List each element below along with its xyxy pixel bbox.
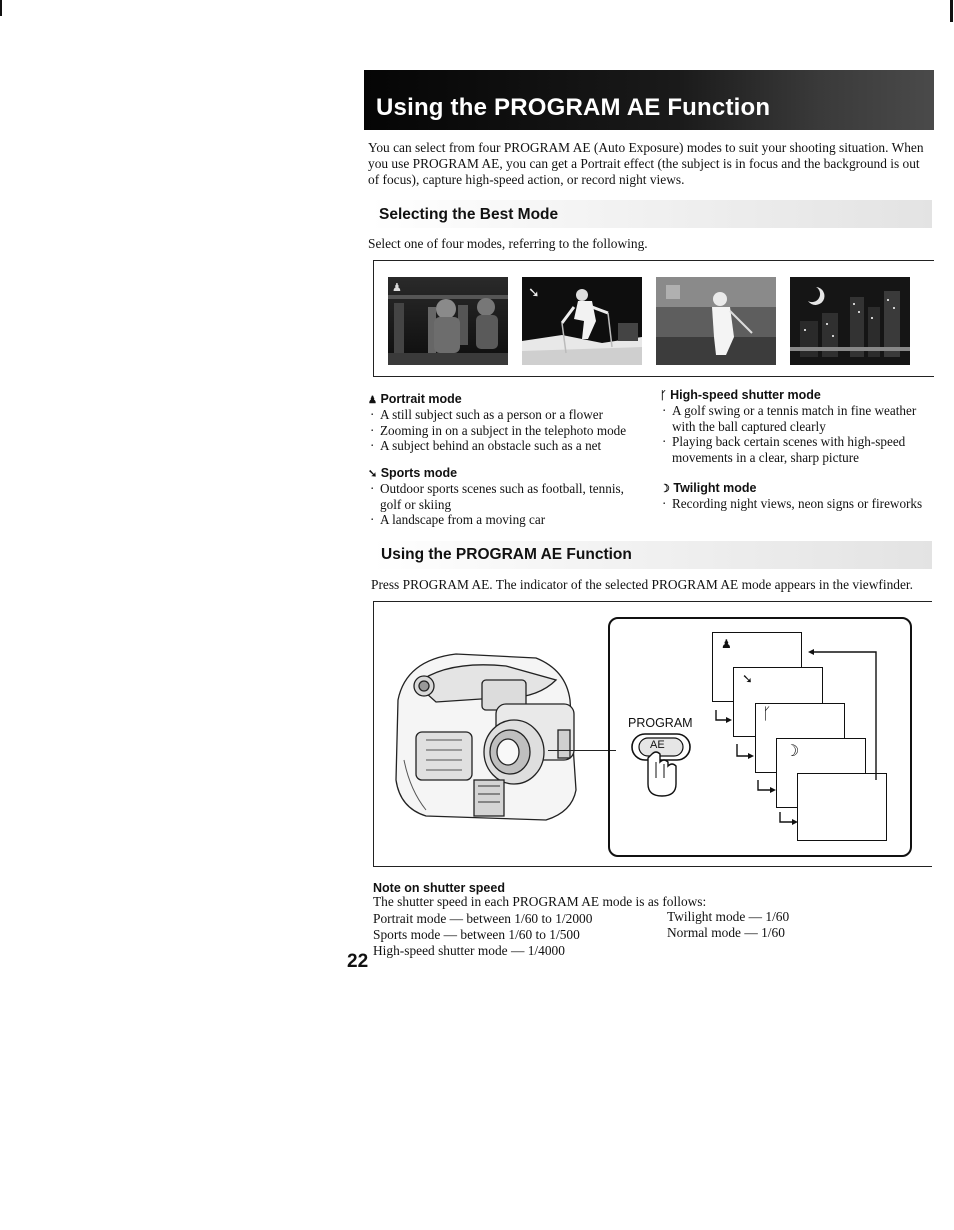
leader-line <box>548 750 616 751</box>
list-item <box>660 419 940 435</box>
note-right-list <box>667 909 789 941</box>
twilight-icon: ☽ <box>785 741 800 760</box>
list-item: · Recording night views, neon signs or fireworks <box>660 496 940 512</box>
divider <box>373 601 374 867</box>
list-item: · Outdoor sports scenes such as football, tennis, <box>368 481 658 497</box>
list-item <box>660 450 940 466</box>
list-item: Normal mode — 1/60 <box>667 925 785 940</box>
twilight-mode-title <box>660 481 940 495</box>
divider <box>373 260 374 377</box>
portrait-icon: ♟ <box>368 395 377 406</box>
list-item: · A landscape from a moving car <box>368 512 658 528</box>
sports-mode-block <box>368 466 658 528</box>
list-item: · A still subject such as a person or a flower <box>368 407 658 423</box>
edge-mark <box>0 0 2 16</box>
svg-text:♟: ♟ <box>392 281 402 294</box>
section-heading-using: Using the PROGRAM AE Function <box>381 546 632 563</box>
section-instruction: Press PROGRAM AE. The indicator of the selected PROGRAM AE mode appears in the viewfinder. <box>371 577 913 592</box>
twilight-mode-block <box>660 481 940 512</box>
list-item-continuation: golf or skiing <box>380 496 452 512</box>
high-speed-mode-title <box>660 388 940 402</box>
svg-text:➘: ➘ <box>528 285 540 301</box>
list-item: High-speed shutter mode — 1/4000 <box>373 943 565 958</box>
list-item: Twilight mode — 1/60 <box>667 909 790 924</box>
intro-paragraph <box>368 140 938 188</box>
sports-mode-label: Sports mode <box>380 466 458 480</box>
page-title: Using the PROGRAM AE Function <box>376 94 771 121</box>
divider <box>373 866 932 867</box>
sports-mode-title <box>368 466 658 480</box>
sports-icon: ➘ <box>742 672 753 687</box>
section-instruction: Select one of four modes, referring to the following. <box>368 236 648 251</box>
note-intro: The shutter speed in each PROGRAM AE mode is as follows: <box>373 894 707 909</box>
intro-line: You can select from four PROGRAM AE (Auto Exposure) modes to suit your shooting situation. When <box>368 140 924 155</box>
mode-cycle-arrows <box>700 640 900 840</box>
list-item: · A golf swing or a tennis match in fine weather <box>660 403 940 419</box>
high-speed-photo <box>656 277 776 365</box>
portrait-mode-block <box>368 392 658 454</box>
list-item: Sports mode — between 1/60 to 1/500 <box>373 927 580 942</box>
edge-mark <box>950 0 953 22</box>
divider <box>373 601 932 602</box>
divider <box>373 260 934 261</box>
high-speed-shutter-icon: ᚴ <box>660 390 667 402</box>
intro-line: you use PROGRAM AE, you can get a Portrait effect (the subject is in focus and the background is out <box>368 156 920 171</box>
sports-photo <box>522 277 642 365</box>
page-number: 22 <box>347 951 369 972</box>
high-speed-mode-block <box>660 388 940 465</box>
ae-label: AE <box>650 739 665 751</box>
twilight-icon: ☽ <box>660 483 670 495</box>
list-item: · Playing back certain scenes with high-speed <box>660 434 940 450</box>
portrait-icon: ♟ <box>721 637 732 651</box>
portrait-mode-label: Portrait mode <box>380 392 462 406</box>
portrait-mode-title <box>368 392 658 406</box>
program-label: PROGRAM <box>628 716 693 730</box>
list-item-continuation: with the ball captured clearly <box>672 418 826 434</box>
divider <box>373 376 934 377</box>
camcorder-illustration <box>386 640 616 830</box>
twilight-photo <box>790 277 910 365</box>
list-item: · Zooming in on a subject in the telephoto mode <box>368 423 658 439</box>
twilight-mode-label: Twilight mode <box>673 481 757 495</box>
list-item-continuation: movements in a clear, sharp picture <box>672 449 859 465</box>
portrait-photo <box>388 277 508 365</box>
list-item: · A subject behind an obstacle such as a net <box>368 438 658 454</box>
list-item <box>368 497 658 513</box>
note-left-list <box>373 911 592 959</box>
high-speed-mode-label: High-speed shutter mode <box>670 388 821 402</box>
sports-icon: ➘ <box>368 468 378 480</box>
note-title: Note on shutter speed <box>373 881 505 895</box>
intro-line: of focus), capture high-speed action, or record night views. <box>368 172 685 187</box>
section-heading-selecting: Selecting the Best Mode <box>379 206 559 223</box>
high-speed-shutter-icon: ᚴ <box>762 706 772 723</box>
list-item: Portrait mode — between 1/60 to 1/2000 <box>373 911 593 926</box>
